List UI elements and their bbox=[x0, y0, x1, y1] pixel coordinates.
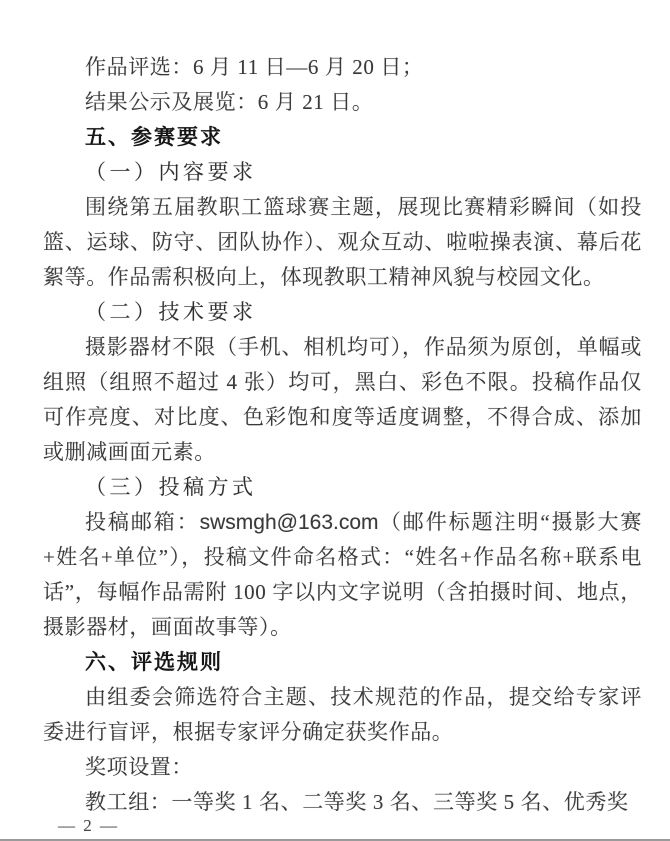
line-awards-teacher-group: 教工组：一等奖 1 名、二等奖 3 名、三等奖 5 名、优秀奖 bbox=[85, 790, 629, 814]
para-selection-process: 由组委会筛选符合主题、技术规范的作品，提交给专家评委进行盲评，根据专家评分确定获奖作品。 bbox=[43, 685, 642, 744]
page-number: — 2 — bbox=[58, 816, 119, 835]
line-selection-dates: 作品评选：6 月 11 日—6 月 20 日； bbox=[85, 55, 424, 79]
submission-email-address: swsmgh@163.com bbox=[199, 511, 379, 534]
heading-section-five-requirements: 五、参赛要求 bbox=[85, 126, 223, 149]
submission-prefix: 投稿邮箱： bbox=[85, 510, 200, 534]
document-body bbox=[43, 50, 642, 820]
para-content-requirements: 围绕第五届教职工篮球赛主题，展现比赛精彩瞬间（如投篮、运球、防守、团队协作）、观众互动、啦啦操表演、幕后花絮等。作品需积极向上，体现教职工精神风貌与校园文化。 bbox=[43, 195, 642, 289]
subheading-content-requirements: （一）内容要求 bbox=[85, 160, 257, 184]
heading-section-six-selection-rules: 六、评选规则 bbox=[85, 651, 223, 674]
submission-suffix: （邮件标题注明“摄影大赛+姓名+单位”），投稿文件命名格式：“姓名+作品名称+联系电话”，每幅作品需附 100 字以内文字说明（含拍摄时间、地点，摄影器材，画面故事等）。 bbox=[43, 510, 642, 639]
para-technical-requirements: 摄影器材不限（手机、相机均可），作品须为原创，单幅或组照（组照不超过 4 张）均可，黑白、彩色不限。投稿作品仅可作亮度、对比度、色彩饱和度等适度调整，不得合成、添加或删减画面元素。 bbox=[43, 335, 642, 464]
subheading-technical-requirements: （二）技术要求 bbox=[85, 300, 257, 324]
line-awards-setup: 奖项设置： bbox=[85, 755, 193, 779]
subheading-submission-method: （三）投稿方式 bbox=[85, 475, 257, 499]
para-submission-method bbox=[43, 505, 642, 645]
line-results-announcement: 结果公示及展览：6 月 21 日。 bbox=[85, 90, 374, 114]
